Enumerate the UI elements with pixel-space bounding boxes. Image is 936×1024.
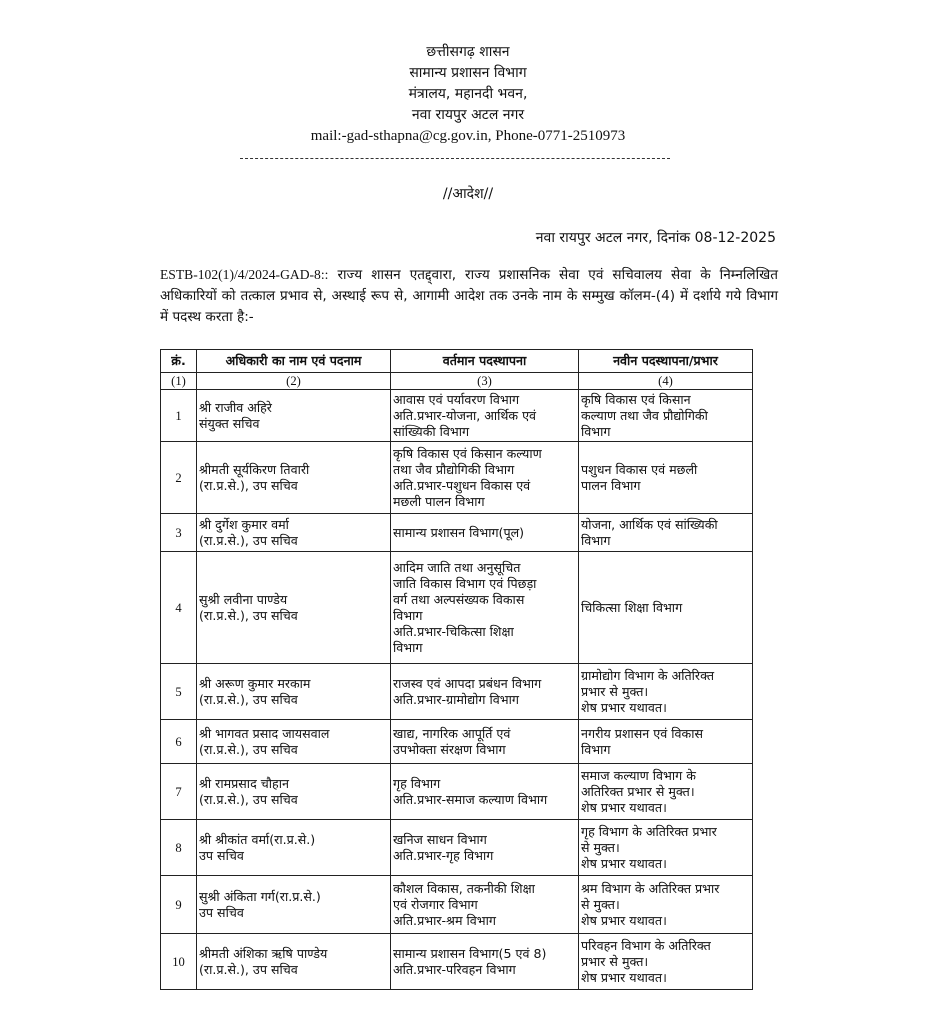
col-index: (4) xyxy=(579,373,753,390)
officer-name xyxy=(197,390,391,442)
serial-number: 6 xyxy=(161,720,197,764)
officer-name xyxy=(197,876,391,934)
officer-name xyxy=(197,764,391,820)
current-posting-line: वर्ग तथा अल्पसंख्यक विकास xyxy=(393,591,525,607)
city-name: नवा रायपुर अटल नगर xyxy=(411,107,525,123)
officer-name-line: (रा.प्र.से.), उप सचिव xyxy=(199,791,298,807)
officer-name-line: श्री भागवत प्रसाद जायसवाल xyxy=(199,725,330,741)
new-posting-line: से मुक्त। xyxy=(581,839,620,855)
new-posting xyxy=(579,390,753,442)
col-index: (1) xyxy=(161,373,197,390)
posting-table xyxy=(160,349,753,990)
table-header-row xyxy=(161,350,753,373)
col-header-current: वर्तमान पदस्थापना xyxy=(391,350,579,373)
table-row xyxy=(161,514,753,552)
col-index: (3) xyxy=(391,373,579,390)
new-posting xyxy=(579,876,753,934)
serial-number: 2 xyxy=(161,442,197,514)
officer-name xyxy=(197,442,391,514)
officer-name-line: (रा.प्र.से.), उप सचिव xyxy=(199,532,298,548)
officer-name-line: (रा.प्र.से.), उप सचिव xyxy=(199,607,298,623)
new-posting-line: विभाग xyxy=(581,741,611,757)
current-posting-line: अति.प्रभार-योजना, आर्थिक एवं xyxy=(393,407,537,423)
new-posting-line: शेष प्रभार यथावत। xyxy=(581,799,667,815)
officer-name xyxy=(197,664,391,720)
current-posting-line: विभाग xyxy=(393,639,423,655)
officer-name-line: सुश्री अंकिता गर्ग(रा.प्र.से.) xyxy=(199,888,321,904)
order-body xyxy=(160,264,778,328)
current-posting-line: सामान्य प्रशासन विभाग(पूल) xyxy=(393,524,525,540)
divider xyxy=(240,158,670,159)
current-posting-line: एवं रोजगार विभाग xyxy=(393,896,478,912)
officer-name-line: उप सचिव xyxy=(199,904,244,920)
contact-line: mail:-gad-sthapna@cg.gov.in, Phone-0771-2510973 xyxy=(310,128,626,144)
new-posting-line: विभाग xyxy=(581,423,611,439)
officer-name xyxy=(197,514,391,552)
officer-name-line: श्री राजीव अहिरे xyxy=(199,399,272,415)
officer-name-line: श्रीमती सूर्यकिरण तिवारी xyxy=(199,461,310,477)
table-row xyxy=(161,934,753,990)
current-posting xyxy=(391,720,579,764)
serial-number: 10 xyxy=(161,934,197,990)
officer-name-line: (रा.प्र.से.), उप सचिव xyxy=(199,741,298,757)
current-posting-line: आवास एवं पर्यावरण विभाग xyxy=(393,391,520,407)
letterhead xyxy=(0,42,936,147)
new-posting-line: पशुधन विकास एवं मछली xyxy=(581,461,698,477)
current-posting-line: मछली पालन विभाग xyxy=(393,493,485,509)
new-posting-line: योजना, आर्थिक एवं सांख्यिकी xyxy=(581,516,718,532)
new-posting-line: गृह विभाग के अतिरिक्त प्रभार xyxy=(581,823,717,839)
officer-name-line: श्री श्रीकांत वर्मा(रा.प्र.से.) xyxy=(199,831,316,847)
current-posting xyxy=(391,442,579,514)
officer-name-line: श्री अरूण कुमार मरकाम xyxy=(199,675,311,691)
new-posting-line: पालन विभाग xyxy=(581,477,641,493)
officer-name xyxy=(197,934,391,990)
serial-number: 8 xyxy=(161,820,197,876)
new-posting-line: शेष प्रभार यथावत। xyxy=(581,912,667,928)
current-posting xyxy=(391,390,579,442)
officer-name-line: श्रीमती अंशिका ऋषि पाण्डेय xyxy=(199,945,328,961)
order-title: //आदेश// xyxy=(442,186,494,202)
new-posting-line: प्रभार से मुक्त। xyxy=(581,953,649,969)
officer-name xyxy=(197,552,391,664)
officer-name-line: (रा.प्र.से.), उप सचिव xyxy=(199,961,298,977)
table-row xyxy=(161,876,753,934)
new-posting-line: ग्रामोद्योग विभाग के अतिरिक्त xyxy=(581,667,714,683)
officer-name-line: (रा.प्र.से.), उप सचिव xyxy=(199,691,298,707)
col-header-name: अधिकारी का नाम एवं पदनाम xyxy=(197,350,391,373)
current-posting xyxy=(391,876,579,934)
new-posting-line: चिकित्सा शिक्षा विभाग xyxy=(581,599,683,615)
new-posting-line: शेष प्रभार यथावत। xyxy=(581,855,667,871)
body-text: राज्य शासन एतद्द्वारा, राज्य प्रशासनिक सेवा एवं सचिवालय सेवा के निम्नलिखित अधिकारियों को तत्काल प्रभाव से, अस्थाई रूप से, आगामी आदेश तक उनके नाम के सम्मुख कॉलम-(4) में दर्शाये गये विभाग में पदस्थ करता है:- xyxy=(160,267,778,325)
serial-number: 5 xyxy=(161,664,197,720)
current-posting xyxy=(391,514,579,552)
new-posting-line: कृषि विकास एवं किसान xyxy=(581,391,691,407)
table-row xyxy=(161,764,753,820)
current-posting-line: आदिम जाति तथा अनुसूचित xyxy=(393,559,521,575)
current-posting-line: अति.प्रभार-परिवहन विभाग xyxy=(393,961,516,977)
current-posting-line: जाति विकास विभाग एवं पिछड़ा xyxy=(393,575,537,591)
new-posting xyxy=(579,820,753,876)
officer-name xyxy=(197,820,391,876)
new-posting xyxy=(579,514,753,552)
current-posting-line: अति.प्रभार-समाज कल्याण विभाग xyxy=(393,791,548,807)
col-index: (2) xyxy=(197,373,391,390)
current-posting-line: सामान्य प्रशासन विभाग(5 एवं 8) xyxy=(393,945,547,961)
new-posting xyxy=(579,442,753,514)
current-posting-line: खाद्य, नागरिक आपूर्ति एवं xyxy=(393,725,511,741)
officer-name-line: श्री रामप्रसाद चौहान xyxy=(199,775,289,791)
current-posting-line: उपभोक्ता संरक्षण विभाग xyxy=(393,741,506,757)
officer-name-line: श्री दुर्गेश कुमार वर्मा xyxy=(199,516,289,532)
table-row xyxy=(161,552,753,664)
serial-number: 7 xyxy=(161,764,197,820)
current-posting-line: अति.प्रभार-गृह विभाग xyxy=(393,847,494,863)
department-name: सामान्य प्रशासन विभाग xyxy=(409,65,527,81)
current-posting xyxy=(391,934,579,990)
column-index-row xyxy=(161,373,753,390)
officer-name-line: उप सचिव xyxy=(199,847,244,863)
table-row xyxy=(161,820,753,876)
new-posting xyxy=(579,720,753,764)
new-posting xyxy=(579,934,753,990)
current-posting-line: गृह विभाग xyxy=(393,775,441,791)
current-posting xyxy=(391,552,579,664)
col-header-new: नवीन पदस्थापना/प्रभार xyxy=(579,350,753,373)
table-row xyxy=(161,664,753,720)
new-posting-line: शेष प्रभार यथावत। xyxy=(581,969,667,985)
current-posting-line: राजस्व एवं आपदा प्रबंधन विभाग xyxy=(393,675,542,691)
serial-number: 1 xyxy=(161,390,197,442)
new-posting-line: समाज कल्याण विभाग के xyxy=(581,767,696,783)
officer-name-line: सुश्री लवीना पाण्डेय xyxy=(199,591,288,607)
govt-name: छत्तीसगढ़ शासन xyxy=(426,44,510,60)
table-row xyxy=(161,390,753,442)
new-posting xyxy=(579,664,753,720)
table-row xyxy=(161,720,753,764)
new-posting-line: नगरीय प्रशासन एवं विकास xyxy=(581,725,703,741)
new-posting xyxy=(579,552,753,664)
current-posting-line: अति.प्रभार-श्रम विभाग xyxy=(393,912,496,928)
current-posting xyxy=(391,764,579,820)
new-posting-line: श्रम विभाग के अतिरिक्त प्रभार xyxy=(581,880,720,896)
new-posting-line: विभाग xyxy=(581,532,611,548)
col-header-serial: क्रं. xyxy=(161,350,197,373)
officer-name-line: (रा.प्र.से.), उप सचिव xyxy=(199,477,298,493)
new-posting xyxy=(579,764,753,820)
current-posting-line: अति.प्रभार-चिकित्सा शिक्षा xyxy=(393,623,514,639)
new-posting-line: कल्याण तथा जैव प्रौद्योगिकी xyxy=(581,407,708,423)
current-posting xyxy=(391,820,579,876)
new-posting-line: शेष प्रभार यथावत। xyxy=(581,699,667,715)
serial-number: 9 xyxy=(161,876,197,934)
new-posting-line: से मुक्त। xyxy=(581,896,620,912)
current-posting-line: विभाग xyxy=(393,607,423,623)
table-row xyxy=(161,442,753,514)
serial-number: 3 xyxy=(161,514,197,552)
current-posting-line: सांख्यिकी विभाग xyxy=(393,423,470,439)
current-posting-line: कौशल विकास, तकनीकी शिक्षा xyxy=(393,880,535,896)
current-posting-line: अति.प्रभार-ग्रामोद्योग विभाग xyxy=(393,691,519,707)
current-posting-line: खनिज साधन विभाग xyxy=(393,831,487,847)
building-name: मंत्रालय, महानदी भवन, xyxy=(408,86,528,102)
reference-number: ESTB-102(1)/4/2024-GAD-8:: xyxy=(160,267,329,282)
officer-name-line: संयुक्त सचिव xyxy=(199,415,260,431)
current-posting-line: तथा जैव प्रौद्योगिकी विभाग xyxy=(393,461,515,477)
current-posting-line: अति.प्रभार-पशुधन विकास एवं xyxy=(393,477,531,493)
new-posting-line: प्रभार से मुक्त। xyxy=(581,683,649,699)
current-posting xyxy=(391,664,579,720)
officer-name xyxy=(197,720,391,764)
current-posting-line: कृषि विकास एवं किसान कल्याण xyxy=(393,445,542,461)
new-posting-line: परिवहन विभाग के अतिरिक्त xyxy=(581,937,711,953)
date-line: नवा रायपुर अटल नगर, दिनांक 08-12-2025 xyxy=(535,230,776,246)
new-posting-line: अतिरिक्त प्रभार से मुक्त। xyxy=(581,783,695,799)
serial-number: 4 xyxy=(161,552,197,664)
